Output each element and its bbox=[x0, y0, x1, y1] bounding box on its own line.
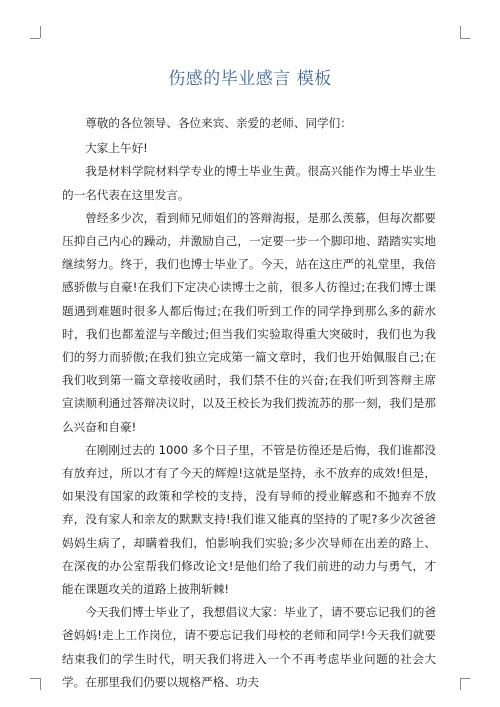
crop-mark-top-right bbox=[460, 26, 461, 38]
paragraph: 今天我们博士毕业了，我想倡议大家：毕业了，请不要忘记我们的爸爸妈妈!走上工作岗位，请不要忘记我们母校的老师和同学!今天我们就要结束我们的学生时代，明天我们将进入一个不再考虑毕业问题的社会大学。在那里我们仍要以规格严格、功夫 bbox=[62, 605, 436, 689]
paragraph: 在刚刚过去的 1000 多个日子里，不管是彷徨还是后悔，我们谁都没有放弃过，所以才有了今天的辉煌!这就是坚持，永不放弃的成效!但是，如果没有国家的政策和学校的支持，没有导师的授业解惑和不抛弃不放弃，没有家人和亲友的默默支持!我们谁又能真的坚持的了呢?多少次爸爸妈妈生病了，却瞒着我们，怕影响我们实验;多少次导师在出差的路上、在深夜的办公室帮我们修改论文!是他们给了我们前进的动力与勇气，才能在课题攻关的道路上披荆斩棘! bbox=[62, 442, 436, 597]
crop-mark-top-left bbox=[30, 38, 40, 39]
paragraph: 我是材料学院材料学专业的博士毕业生黄。很高兴能作为博士毕业生的一名代表在这里发言。 bbox=[62, 164, 436, 202]
paragraph: 曾经多少次，看到师兄师姐们的答辩海报，是那么羡慕，但每次都要压抑自己内心的躁动，并激励自己，一定要一步一个脚印地、踏踏实实地继续努力。终于，我们也博士毕业了。今天，站在这庄严的礼堂里，我倍感骄傲与自豪!在我们下定决心读博士之前，很多人彷徨过;在我们博士课题遇到难题时很多人都后悔过;在我们听到工作的同学挣到那么多的薪水时，我们也都羞涩与辛酸过;但当我们实验取得重大突破时，我们也为我们的努力而骄傲;在我们独立完成第一篇文章时，我们也开始佩服自己;在我们收到第一篇文章接收函时，我们禁不住的兴奋;在我们听到答辩主席宣读顺利通过答辩决议时，以及王校长为我们拨流苏的那一刻，我们是那么兴奋和自豪! bbox=[62, 210, 436, 434]
paragraph-greeting: 大家上午好! bbox=[85, 141, 148, 156]
crop-mark-bottom-right bbox=[460, 678, 461, 690]
document-body bbox=[62, 112, 436, 694]
crop-mark-top-right bbox=[460, 38, 470, 39]
crop-mark-bottom-left bbox=[40, 678, 41, 690]
crop-mark-bottom-left bbox=[30, 678, 40, 679]
paragraph-salutation: 尊敬的各位领导、各位来宾、亲爱的老师、同学们： bbox=[85, 116, 352, 130]
crop-mark-bottom-right bbox=[460, 678, 470, 679]
crop-mark-top-left bbox=[40, 26, 41, 38]
document-title: 伤感的毕业感言 模板 bbox=[168, 69, 332, 89]
